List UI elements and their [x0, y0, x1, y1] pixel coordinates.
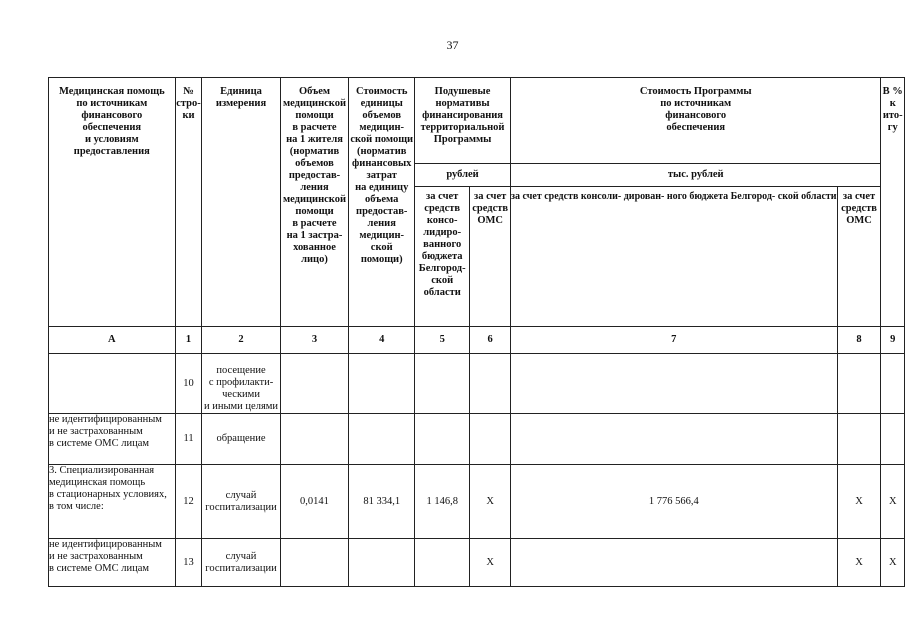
col-num: А — [49, 327, 176, 354]
row-unit-cost — [349, 539, 415, 587]
header-col8-oms: за счет средств ОМС — [837, 187, 881, 327]
header-per-capita-norms: Подушевые нормативы финансирования территориальной Программы — [415, 78, 511, 164]
row-col9 — [881, 414, 905, 465]
header-program-cost: Стоимость Программы по источникам финансового обеспечения — [510, 78, 881, 164]
row-unit: обращение — [202, 414, 280, 465]
table-row — [49, 414, 905, 465]
row-col9: Х — [881, 539, 905, 587]
header-col5-regional-budget: за счет средств консо- лидиро- ванного бюджета Белгород- ской области — [415, 187, 470, 327]
col-num: 6 — [470, 327, 511, 354]
col-num: 5 — [415, 327, 470, 354]
financing-table — [48, 77, 905, 587]
col-num: 4 — [349, 327, 415, 354]
row-number: 10 — [175, 354, 202, 414]
header-unit: Единица измерения — [202, 78, 280, 327]
row-col9 — [881, 354, 905, 414]
row-unit: случай госпитализации — [202, 465, 280, 539]
row-col8: Х — [837, 465, 881, 539]
row-care-type: 3. Специализированная медицинская помощь в стационарных условиях, в том числе: — [49, 465, 176, 539]
row-col6: Х — [470, 539, 511, 587]
row-number: 13 — [175, 539, 202, 587]
row-col5 — [415, 539, 470, 587]
header-percent-total: В % к ито- гу — [881, 78, 905, 327]
row-col7 — [510, 414, 837, 465]
row-volume: 0,0141 — [280, 465, 349, 539]
row-col5 — [415, 354, 470, 414]
row-number: 12 — [175, 465, 202, 539]
row-col8 — [837, 414, 881, 465]
row-col5 — [415, 414, 470, 465]
row-unit-cost — [349, 414, 415, 465]
row-col6 — [470, 414, 511, 465]
page-number: 37 — [446, 38, 459, 52]
header-col6-oms: за счет средств ОМС — [470, 187, 511, 327]
row-care-type: не идентифицированным и не застрахованным в системе ОМС лицам — [49, 414, 176, 465]
row-unit-cost: 81 334,1 — [349, 465, 415, 539]
row-volume — [280, 414, 349, 465]
table-row — [49, 354, 905, 414]
column-number-row — [49, 327, 905, 354]
row-col7 — [510, 354, 837, 414]
row-col7 — [510, 539, 837, 587]
table-row — [49, 539, 905, 587]
row-col7: 1 776 566,4 — [510, 465, 837, 539]
row-col6: Х — [470, 465, 511, 539]
col-num: 7 — [510, 327, 837, 354]
row-unit: случай госпитализации — [202, 539, 280, 587]
row-care-type — [49, 354, 176, 414]
table-row — [49, 465, 905, 539]
row-number: 11 — [175, 414, 202, 465]
row-volume — [280, 354, 349, 414]
row-care-type: не идентифицированным и не застрахованным в системе ОМС лицам — [49, 539, 176, 587]
row-unit-cost — [349, 354, 415, 414]
col-num: 9 — [881, 327, 905, 354]
header-row-number: № стро- ки — [175, 78, 202, 327]
header-unit-rubles: рублей — [415, 164, 511, 187]
header-col7-regional-budget: за счет средств консоли- дирован- ного бюджета Белгород- ской области — [510, 187, 837, 327]
row-col8: Х — [837, 539, 881, 587]
row-col9: Х — [881, 465, 905, 539]
col-num: 2 — [202, 327, 280, 354]
row-col5: 1 146,8 — [415, 465, 470, 539]
row-col8 — [837, 354, 881, 414]
header-care-type: Медицинская помощь по источникам финансового обеспечения и условиям предоставления — [49, 78, 176, 327]
row-unit: посещение с профилакти- ческими и иными целями — [202, 354, 280, 414]
header-unit-thousand-rubles: тыс. рублей — [510, 164, 881, 187]
col-num: 8 — [837, 327, 881, 354]
row-col6 — [470, 354, 511, 414]
header-unit-cost: Стоимость единицы объемов медицин- ской помощи (норматив финансовых затрат на единицу объема предостав- ления медицин- ской помощи) — [349, 78, 415, 327]
header-volume: Объем медицинской помощи в расчете на 1 жителя (норматив объемов предостав- ления медицинской помощи в расчете на 1 застра- хованное лицо) — [280, 78, 349, 327]
col-num: 1 — [175, 327, 202, 354]
row-volume — [280, 539, 349, 587]
col-num: 3 — [280, 327, 349, 354]
